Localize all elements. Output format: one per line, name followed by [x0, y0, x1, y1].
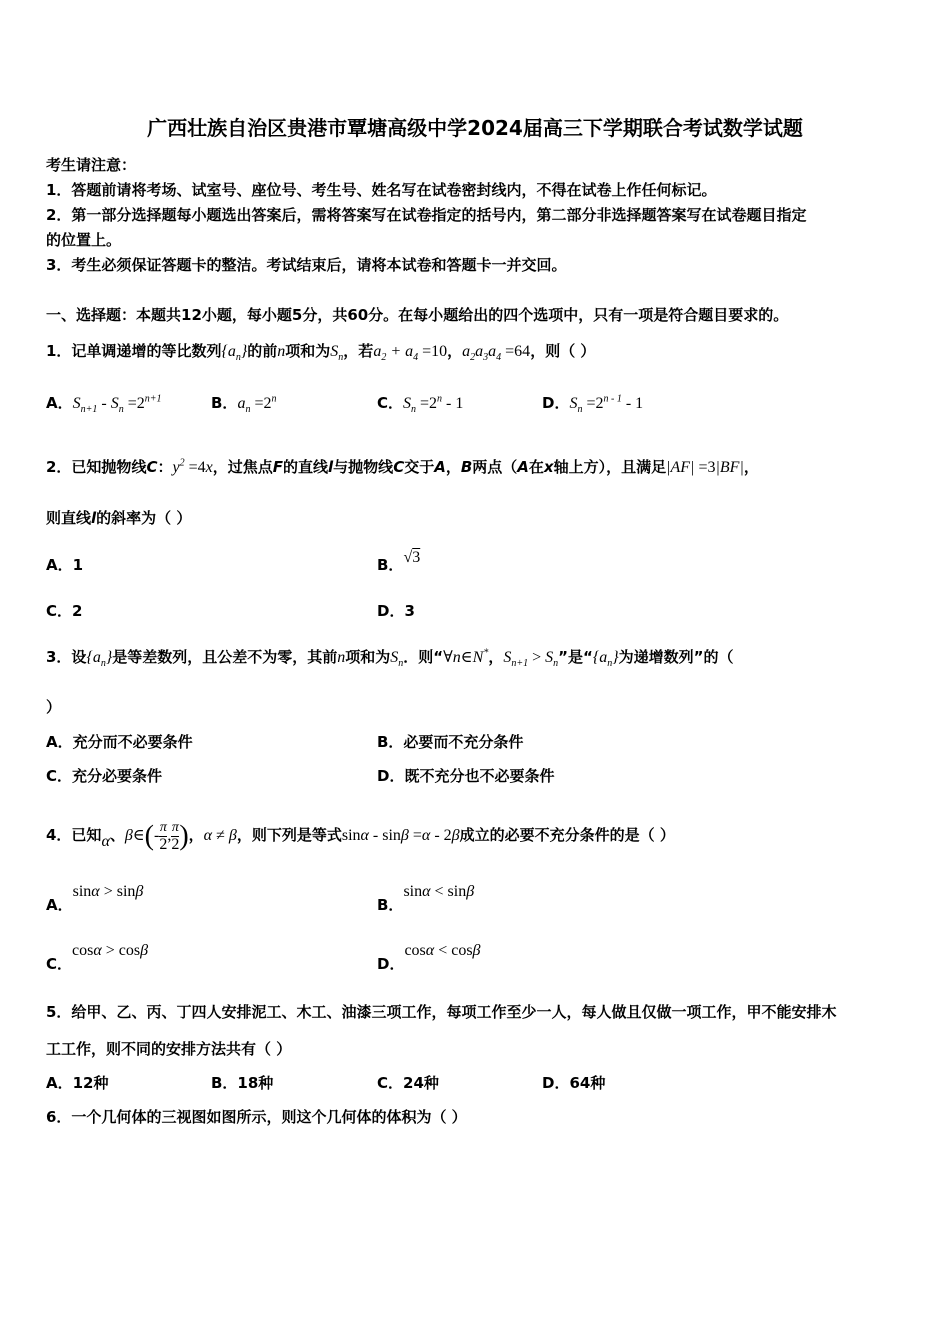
- q2-text: l: [328, 458, 334, 476]
- q1-text: 1．记单调递增的等比数列: [46, 342, 222, 360]
- q2-text: 则直线: [46, 509, 92, 527]
- q2-text: 交于: [404, 458, 435, 476]
- q1-condition-2: $a_2a_3a_4 =64$: [462, 343, 531, 364]
- q2-text: 与抛物线: [333, 458, 394, 476]
- notice-item-3: 3．考生必须保证答题卡的整洁。考试结束后，请将本试卷和答题卡一并交回。: [46, 256, 567, 274]
- question-5-cont: 工工作，则不同的安排方法共有（ ）: [46, 1040, 292, 1058]
- q3-option-c[interactable]: C．充分必要条件: [46, 767, 163, 785]
- q2-option-d[interactable]: D．3: [377, 602, 415, 620]
- option-label: C．: [377, 394, 404, 412]
- q2-text: C: [393, 458, 405, 476]
- q1-d-formula: $S_n =2^{n - 1} - 1$: [569, 393, 644, 416]
- q1-text: ，则（ ）: [530, 342, 596, 360]
- q3-text: ，: [488, 648, 504, 666]
- option-label: D．: [377, 955, 405, 973]
- q4-alpha: α: [101, 833, 110, 851]
- q2-ratio: |AF| =3|BF|: [666, 459, 744, 476]
- q2-text: ，: [743, 458, 759, 476]
- q2-text: A: [517, 458, 529, 476]
- q4-interval: β∈(- $\frac{\pi}{2}$ , $\frac{\pi}{2}$ ): [124, 820, 189, 853]
- q4-b-formula: sinα < sinβ: [403, 883, 475, 900]
- q2-option-b[interactable]: [377, 546, 421, 574]
- q1-option-d[interactable]: [542, 392, 643, 415]
- q4-c-formula: cosα > cosβ: [72, 942, 149, 959]
- q1-c-formula: $S_n =2^n - 1$: [403, 393, 464, 416]
- q2-b-formula: √3: [403, 549, 421, 566]
- q3-sn: $S_n$: [390, 649, 404, 670]
- q4-equation: sinα - sinβ =α - 2β: [341, 827, 460, 845]
- q1-text: 的前: [247, 342, 278, 360]
- q4-a-formula: sinα > sinβ: [72, 883, 144, 900]
- q3-text: 为递增数列”的（: [618, 648, 734, 666]
- q3-text: 是等差数列，且公差不为零，其前: [112, 648, 338, 666]
- q2-text: F: [272, 458, 283, 476]
- option-label: D．: [542, 394, 570, 412]
- q3-text: ”是“: [558, 648, 593, 666]
- q2-text: 两点（: [472, 458, 518, 476]
- q1-a-formula: $S_{n+1} - S_n =2^{n+1}$: [72, 393, 162, 416]
- q4-neq: α ≠ β: [203, 827, 237, 845]
- notice-item-1: 1．答题前请将考场、试室号、座位号、考生号、姓名写在试卷密封线内，不得在试卷上作任何标记。: [46, 181, 717, 199]
- option-label: B．: [377, 556, 404, 574]
- question-1: [46, 340, 595, 363]
- q2-option-c[interactable]: C．2: [46, 602, 83, 620]
- q2-text: C: [146, 458, 158, 476]
- q3-n: n: [337, 649, 346, 666]
- question-3-cont: ）: [46, 698, 62, 716]
- q3-forall: ∀n∈N*: [443, 647, 489, 666]
- q2-text: l: [91, 509, 97, 527]
- q2-text: x: [543, 458, 554, 476]
- q3-option-a[interactable]: A．充分而不必要条件: [46, 733, 193, 751]
- q5-option-d[interactable]: D．64种: [542, 1074, 606, 1092]
- q4-text: 成立的必要不充分条件的是（ ）: [459, 826, 675, 845]
- section-heading: 一、选择题：本题共12小题，每小题5分，共60分。在每小题给出的四个选项中，只有一项是符合题目要求的。: [46, 306, 789, 324]
- page-title: 广西壮族自治区贵港市覃塘高级中学2024届高三下学期联合考试数学试题: [147, 116, 803, 140]
- q5-option-a[interactable]: A．12种: [46, 1074, 109, 1092]
- q2-text: 轴上方），且满足: [553, 458, 667, 476]
- notice-heading: 考生请注意：: [46, 156, 137, 174]
- question-3: [46, 646, 734, 669]
- q1-n: n: [277, 343, 286, 360]
- q4-option-b[interactable]: [377, 880, 475, 914]
- q2-text: ，过焦点: [212, 458, 273, 476]
- q4-d-formula: cosα < cosβ: [404, 942, 481, 959]
- notice-item-2-cont: 的位置上。: [46, 231, 122, 249]
- q1-option-c[interactable]: [377, 392, 463, 415]
- q3-seq-an-2: $\{a_n\}$: [592, 649, 619, 670]
- option-label: C．: [46, 955, 73, 973]
- question-6: 6．一个几何体的三视图如图所示，则这个几何体的体积为（ ）: [46, 1108, 467, 1126]
- q2-text: B: [460, 458, 473, 476]
- q4-text: 、: [109, 826, 125, 845]
- q2-parabola: $y^2 =4x$: [172, 457, 213, 476]
- q1-condition-1: $a_2 + a_4 =10$: [373, 343, 448, 364]
- q3-option-b[interactable]: B．必要而不充分条件: [377, 733, 524, 751]
- question-5: 5．给甲、乙、丙、丁四人安排泥工、木工、油漆三项工作，每项工作至少一人，每人做且仅做一项工作，甲不能安排木: [46, 1003, 837, 1021]
- q3-text: ．则“: [403, 648, 444, 666]
- notice-item-2: 2．第一部分选择题每小题选出答案后，需将答案写在试卷指定的括号内，第二部分非选择题答案写在试卷题目指定: [46, 206, 807, 224]
- q1-b-formula: $a_n =2^n$: [237, 393, 277, 416]
- q2-text: 的斜率为（ ）: [96, 509, 192, 527]
- q5-option-b[interactable]: B．18种: [211, 1074, 274, 1092]
- q4-option-d[interactable]: [377, 939, 481, 973]
- q3-text: 3．设: [46, 648, 87, 666]
- q4-text: 4．已知: [46, 826, 102, 845]
- question-4: [46, 820, 675, 853]
- q2-text: 在: [528, 458, 544, 476]
- q1-text: ，若: [343, 342, 374, 360]
- q2-text: 的直线: [283, 458, 329, 476]
- q2-text: 2．已知抛物线: [46, 458, 147, 476]
- option-label: A．: [46, 896, 73, 914]
- question-2: [46, 456, 759, 477]
- q5-option-c[interactable]: C．24种: [377, 1074, 439, 1092]
- option-label: B．: [377, 896, 404, 914]
- q3-option-d[interactable]: D．既不充分也不必要条件: [377, 767, 555, 785]
- q1-seq-an: $\{a_n\}$: [221, 343, 248, 364]
- q3-text: 项和为: [345, 648, 391, 666]
- q2-text: A: [434, 458, 446, 476]
- q1-option-b[interactable]: [211, 392, 276, 415]
- q4-option-a[interactable]: [46, 880, 144, 914]
- q4-text: ，: [188, 826, 204, 845]
- option-label: A．: [46, 394, 73, 412]
- q4-option-c[interactable]: [46, 939, 149, 973]
- q1-text: 项和为: [285, 342, 331, 360]
- q2-text: ：: [157, 458, 173, 476]
- question-2-cont: [46, 507, 191, 528]
- q3-ineq: $S_{n+1} > S_n$: [503, 649, 559, 670]
- q2-option-a[interactable]: A．1: [46, 556, 84, 574]
- q2-text: ，: [445, 458, 461, 476]
- q1-sn: $S_n$: [330, 343, 344, 364]
- q3-seq-an: $\{a_n\}$: [86, 649, 113, 670]
- q1-text: ，: [447, 342, 463, 360]
- option-label: B．: [211, 394, 238, 412]
- q4-text: ，则下列是等式: [236, 826, 342, 845]
- q1-option-a[interactable]: [46, 392, 161, 415]
